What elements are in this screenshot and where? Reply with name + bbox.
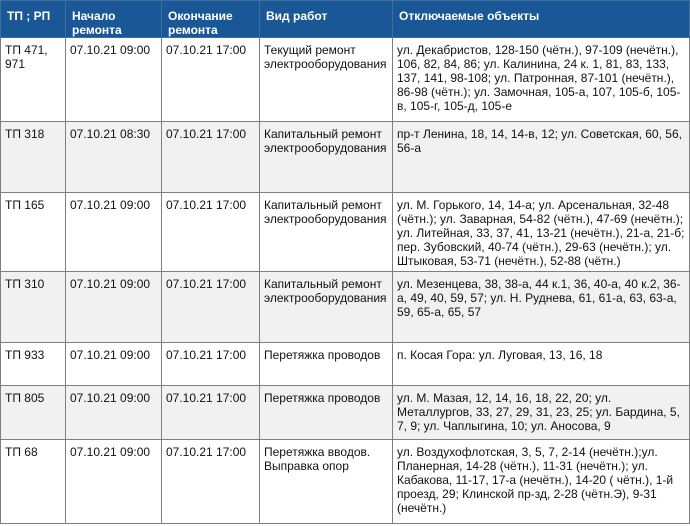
cell-objects: пр-т Ленина, 18, 14, 14-в, 12; ул. Советская, 60, 56, 56-а — [393, 122, 690, 193]
cell-tp: ТП 165 — [1, 193, 66, 272]
cell-end: 07.10.21 17:00 — [162, 38, 260, 122]
cell-start: 07.10.21 08:30 — [66, 122, 162, 193]
cell-work-type: Капитальный ремонт электрооборудования — [260, 272, 393, 343]
cell-work-type: Перетяжка вводов. Выправка опор — [260, 440, 393, 524]
cell-end: 07.10.21 17:00 — [162, 193, 260, 272]
cell-objects: ул. М. Горького, 14, 14-а; ул. Арсенальная, 32-48 (чётн.); ул. Заварная, 54-82 (чётн.), 47-69 (нечётн.); ул. Литейная, 33, 37, 41, 13-21 (нечётн.), 21-а, 21-б; пер. Зубовский, 40-74 (чётн.), 29-63 (нечётн.); ул. Штыковая, 53-71 (нечётн.), 52-88 (чётн.) — [393, 193, 690, 272]
cell-work-type: Перетяжка проводов — [260, 343, 393, 386]
cell-tp: ТП 933 — [1, 343, 66, 386]
cell-start: 07.10.21 09:00 — [66, 343, 162, 386]
cell-start: 07.10.21 09:00 — [66, 440, 162, 524]
cell-objects: ул. Декабристов, 128-150 (чётн.), 97-109 (нечётн.), 106, 82, 84, 86; ул. Калинина, 24 к. 1, 81, 83, 133, 137, 141, 98-108; ул. Патронная, 87-101 (нечётн.), 86-98 (чётн.); ул. Замочная, 105-а, 107, 105-б, 105-в, 105-г, 105-д, 105-е — [393, 38, 690, 122]
cell-objects: п. Косая Гора: ул. Луговая, 13, 16, 18 — [393, 343, 690, 386]
table-row — [1, 386, 690, 440]
cell-tp: ТП 318 — [1, 122, 66, 193]
table-row — [1, 440, 690, 524]
cell-end: 07.10.21 17:00 — [162, 386, 260, 440]
cell-objects: ул. Мезенцева, 38, 38-а, 44 к.1, 36, 40-а, 40 к.2, 36-а, 49, 40, 59, 57; ул. Н. Руднева, 61, 61-а, 63, 63-а, 59, 65-а, 65, 57 — [393, 272, 690, 343]
cell-start: 07.10.21 09:00 — [66, 386, 162, 440]
cell-end: 07.10.21 17:00 — [162, 343, 260, 386]
cell-end: 07.10.21 17:00 — [162, 122, 260, 193]
cell-start: 07.10.21 09:00 — [66, 272, 162, 343]
cell-tp: ТП 68 — [1, 440, 66, 524]
cell-end: 07.10.21 17:00 — [162, 272, 260, 343]
cell-objects: ул. Воздухофлотская, 3, 5, 7, 2-14 (нечётн.);ул. Планерная, 14-28 (чётн.), 11-31 (нечётн.); ул. Кабакова, 11-17, 17-а (нечётн.), 14-20 ( чётн.), 1-й проезд, 29; Клинской пр-зд, 2-28 (чётн.Э), 9-31 (нечётн.) — [393, 440, 690, 524]
cell-work-type: Перетяжка проводов — [260, 386, 393, 440]
table-row — [1, 343, 690, 386]
header-end: Окончание ремонта — [162, 1, 260, 38]
cell-tp: ТП 310 — [1, 272, 66, 343]
cell-work-type: Капитальный ремонт электрооборудования — [260, 193, 393, 272]
cell-tp: ТП 471, 971 — [1, 38, 66, 122]
table-header-row — [1, 1, 690, 38]
cell-work-type: Капитальный ремонт электрооборудования — [260, 122, 393, 193]
cell-start: 07.10.21 09:00 — [66, 193, 162, 272]
cell-tp: ТП 805 — [1, 386, 66, 440]
cell-end: 07.10.21 17:00 — [162, 440, 260, 524]
table-row — [1, 193, 690, 272]
header-work-type: Вид работ — [260, 1, 393, 38]
table-row — [1, 38, 690, 122]
table-row — [1, 272, 690, 343]
header-objects: Отключаемые объекты — [393, 1, 690, 38]
table-row — [1, 122, 690, 193]
cell-work-type: Текущий ремонт электрооборудования — [260, 38, 393, 122]
header-tp: ТП ; РП — [1, 1, 66, 38]
cell-objects: ул. М. Мазая, 12, 14, 16, 18, 22, 20; ул. Металлургов, 33, 27, 29, 31, 23, 25; ул. Бардина, 5, 7, 9; ул. Чаплыгина, 10; ул. Аносова, 9 — [393, 386, 690, 440]
header-start: Начало ремонта — [66, 1, 162, 38]
cell-start: 07.10.21 09:00 — [66, 38, 162, 122]
